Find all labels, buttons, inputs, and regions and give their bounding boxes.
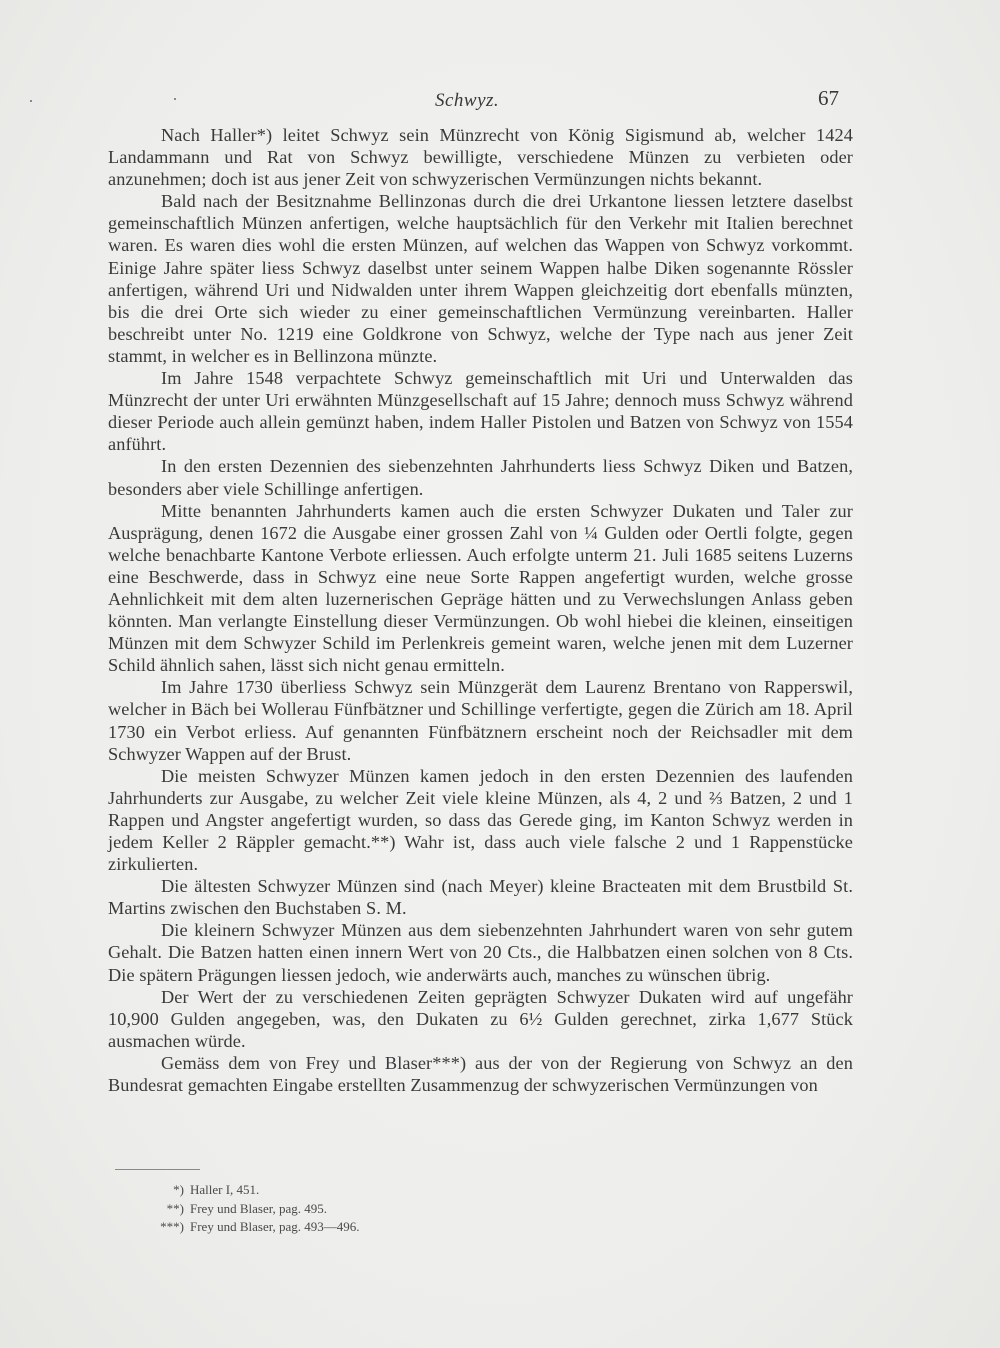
footnote-mark: ***) [160, 1219, 184, 1234]
footnote-divider [115, 1169, 200, 1170]
footnote-mark: **) [166, 1200, 184, 1216]
footnote [160, 1200, 560, 1219]
paragraph: Die ältesten Schwyzer Münzen sind (nach Meyer) kleine Bracteaten mit dem Brustbild St. Martins zwischen den Buchstaben S. M. [108, 876, 853, 919]
running-title: Schwyz. [435, 90, 500, 111]
paragraph: Im Jahre 1548 verpachtete Schwyz gemeinschaftlich mit Uri und Unterwalden das Münzrecht der unter Uri erwähnten Münzgesellschaft auf 15 Jahre; dennoch muss Schwyz während dieser Periode auch allein gemünzt haben, indem Haller Pistolen und Batzen von Schwyz von 1554 anführt. [108, 368, 853, 455]
paragraph: Mitte benannten Jahrhunderts kamen auch die ersten Schwyzer Dukaten und Taler zur Ausprägung, denen 1672 die Ausgabe einer grossen Zahl von ¼ Gulden oder Oertli folgte, gegen welche benachbarte Kantone Verbote erliessen. Auch erfolgte unterm 21. Juli 1685 seitens Luzerns eine Beschwerde, dass in Schwyz eine neue Sorte Rappen angefertigt wurden, welche grosse Aehnlichkeit mit dem alten luzernerischen Gepräge hätten und zu Verwechslungen Anlass geben könnten. Man verlangte Einstellung dieser Vermünzungen. Ob wohl hiebei die kleinen, einseitigen Münzen mit dem Schwyzer Schild im Perlenkreis gemeint waren, welche jenen mit dem Luzerner Schild ähnlich sahen, lässt sich nicht genau ermitteln. [108, 500, 853, 676]
body-text [108, 124, 853, 1096]
page-number: 67 [818, 86, 839, 110]
paragraph: Die meisten Schwyzer Münzen kamen jedoch in den ersten Dezennien des laufenden Jahrhunderts zur Ausgabe, zu welcher Zeit viele kleine Münzen, als 4, 2 und ⅔ Batzen, 2 und 1 Rappen und Angster angefertigt wurden, so dass das Gerede ging, im Kanton Schwyz werden in jedem Keller 2 Räppler gemacht.**) Wahr ist, dass auch viele falsche 2 und 1 Rappenstücke zirkulierten. [108, 765, 853, 875]
paragraph: Bald nach der Besitznahme Bellinzonas durch die drei Urkantone liessen letztere daselbst gemeinschaftlich Münzen anfertigen, welche hauptsächlich für den Verkehr mit Italien berechnet waren. Es waren dies wohl die ersten Münzen, auf welchen das Wappen von Schwyz vorkommt. Einige Jahre später liess Schwyz daselbst unter seinem Wappen halbe Diken sogenannte Rössler anfertigen, während Uri und Nidwalden unter ihrem Wappen gleichzeitig dort ebenfalls münzten, bis die drei Orte sich wieder zu einer gemeinschaftlichen Vermünzung vereinbarten. Haller beschreibt unter No. 1219 eine Goldkrone von Schwyz, welche der Type nach aus jener Zeit stammt, in welcher es in Bellinzona münzte. [108, 191, 853, 366]
paragraph: Im Jahre 1730 überliess Schwyz sein Münzgerät dem Laurenz Brentano von Rapperswil, welcher in Bäch bei Wollerau Fünfbätzner und Schillinge verfertigte, gegen die Zürich am 18. April 1730 ein Verbot erliess. Auf genannten Fünfbätznern erscheint noch der Reichsadler mit dem Schwyzer Wappen auf der Brust. [108, 677, 853, 764]
running-head [0, 86, 1000, 120]
footnote [160, 1218, 560, 1237]
paragraph: Gemäss dem von Frey und Blaser***) aus der von der Regierung von Schwyz an den Bundesrat gemachten Eingabe erstellten Zusammenzug der schwyzerischen Vermünzungen von [108, 1052, 853, 1096]
footnote-text: Frey und Blaser, pag. 493—496. [190, 1219, 360, 1234]
paper-speck [174, 98, 176, 100]
footnote-text: Haller I, 451. [190, 1182, 260, 1197]
footnote-mark: *) [173, 1182, 184, 1197]
paragraph: Nach Haller*) leitet Schwyz sein Münzrecht von König Sigismund ab, welcher 1424 Landammann und Rat von Schwyz bewilligte, verschiedene Münzen zu verbieten oder anzunehmen; doch ist aus jener Zeit von schwyzerischen Vermünzungen nichts bekannt. [108, 125, 853, 190]
paragraph: Der Wert der zu verschiedenen Zeiten geprägten Schwyzer Dukaten wird auf ungefähr 10,900 Gulden angegeben, was, den Dukaten zu 6½ Gulden gerechnet, zirka 1,677 Stück ausmachen würde. [108, 986, 853, 1051]
footnote [160, 1181, 560, 1200]
footnote-text: Frey und Blaser, pag. 495. [190, 1200, 328, 1216]
paragraph: Die kleinern Schwyzer Münzen aus dem siebenzehnten Jahrhundert waren von sehr gutem Gehalt. Die Batzen hatten einen innern Wert von 20 Cts., die Halbbatzen einen solchen von 8 Cts. Die spätern Prägungen liessen jedoch, wie anderwärts auch, manches zu wünschen übrig. [108, 920, 853, 985]
footnotes [160, 1181, 560, 1237]
paper-speck [30, 100, 32, 102]
paragraph: In den ersten Dezennien des siebenzehnten Jahrhunderts liess Schwyz Diken und Batzen, besonders aber viele Schillinge anfertigen. [108, 456, 853, 499]
